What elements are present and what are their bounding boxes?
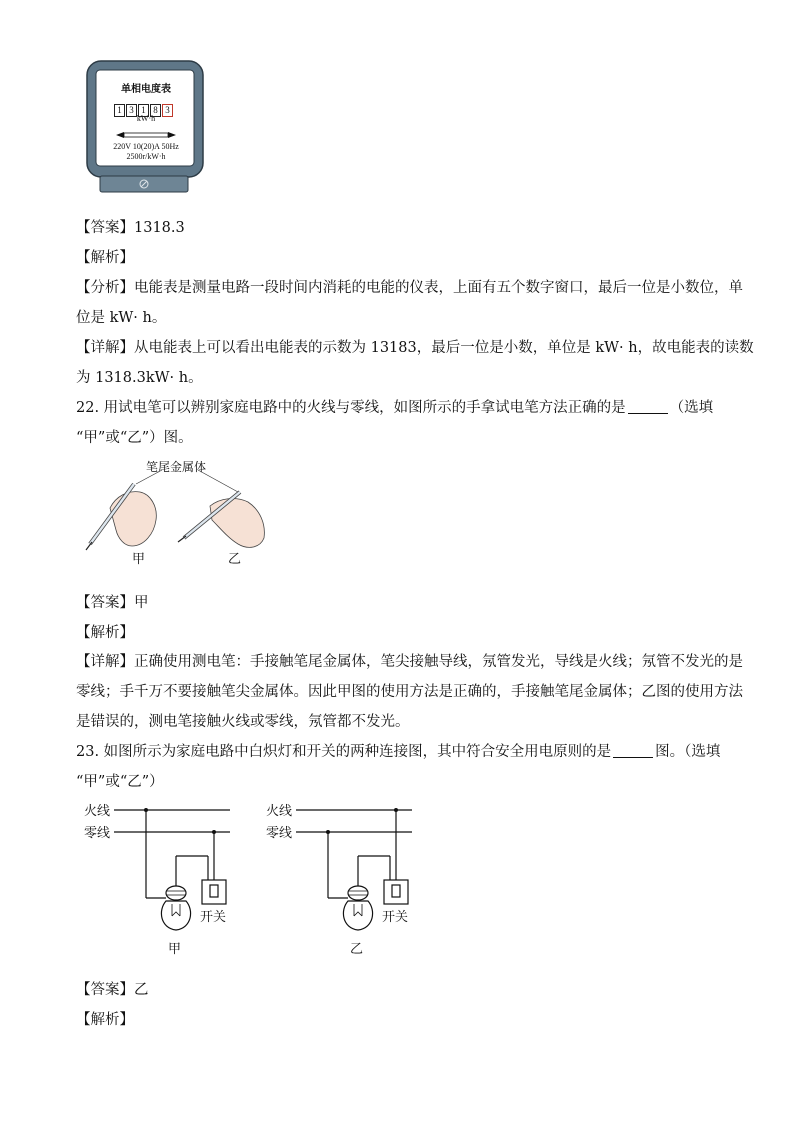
- answer-blank: [613, 743, 653, 758]
- figure-label-yi: 乙: [350, 942, 364, 957]
- q21-analysis-tag: 【解析】: [76, 250, 134, 266]
- q23-stem-text: 23. 如图所示为家庭电路中白炽灯和开关的两种连接图，其中符合安全用电原则的是: [76, 744, 612, 760]
- neutral-wire-label: 零线: [84, 826, 111, 841]
- answer-blank: [628, 399, 668, 414]
- q22-stem-line-2: “甲”或“乙”）图。: [76, 430, 193, 446]
- q23-stem-line-1: [76, 742, 720, 762]
- meter-title: 单相电度表: [121, 84, 171, 95]
- q23-stem-option: 图。（选填: [655, 744, 721, 760]
- q22-analysis-tag: 【解析】: [76, 625, 134, 641]
- q21-fenxi-line-1: [76, 278, 743, 298]
- live-wire-label: 火线: [266, 804, 293, 819]
- meter-rating: 220V 10(20)A 50Hz: [113, 142, 179, 151]
- answer-tag: 【答案】: [76, 220, 134, 236]
- q21-detail-text-1: 从电能表上可以看出电能表的示数为 13183，最后一位是小数，单位是 kW· h，故电能表的读数: [134, 340, 754, 356]
- q21-fenxi-text-1: 电能表是测量电路一段时间内消耗的电能的仪表，上面有五个数字窗口，最后一位是小数位，单: [134, 280, 743, 296]
- pen-tail-label: 笔尾金属体: [146, 460, 207, 474]
- q21-fenxi-line-2: 位是 kW· h。: [76, 310, 167, 326]
- electricity-meter-figure: [86, 60, 206, 196]
- q23-answer: 乙: [134, 982, 149, 998]
- live-wire-label: 火线: [84, 804, 111, 819]
- neutral-wire-label: 零线: [266, 826, 293, 841]
- q22-detail-line-1: [76, 652, 743, 672]
- q23-stem-line-2: “甲”或“乙”）: [76, 774, 164, 790]
- switch-label: 开关: [382, 910, 409, 925]
- q21-detail-line-1: [76, 338, 754, 358]
- circuit-figure-yi: [262, 800, 422, 960]
- figure-label-jia: 甲: [132, 552, 146, 567]
- q21-detail-line-2: 为 1318.3kW· h。: [76, 370, 203, 386]
- q21-answer-line: [76, 218, 185, 238]
- q22-detail-line-3: 是错误的，测电笔接触火线或零线，氖管都不发光。: [76, 714, 410, 730]
- detail-tag: 【详解】: [76, 340, 134, 356]
- answer-tag: 【答案】: [76, 982, 134, 998]
- q23-answer-line: [76, 980, 149, 1000]
- meter-constant: 2500r/kW·h: [126, 152, 166, 161]
- q22-answer: 甲: [134, 595, 149, 611]
- answer-tag: 【答案】: [76, 595, 134, 611]
- fenxi-tag: 【分析】: [76, 280, 134, 296]
- q22-detail-text-1: 正确使用测电笔：手接触笔尾金属体，笔尖接触导线，氖管发光，导线是火线；氖管不发光的是: [134, 654, 743, 670]
- meter-digit: 1: [114, 104, 125, 117]
- q22-detail-line-2: 零线；手千万不要接触笔尖金属体。因此甲图的使用方法是正确的，手接触笔尾金属体；乙图的使用方法: [76, 684, 743, 700]
- q22-stem-text: 22. 用试电笔可以辨别家庭电路中的火线与零线，如图所示的手拿试电笔方法正确的是: [76, 400, 626, 416]
- q22-stem-line-1: [76, 398, 713, 418]
- q23-analysis-tag: 【解析】: [76, 1012, 134, 1028]
- q22-stem-option: （选填: [669, 400, 714, 416]
- test-pen-figure: [80, 458, 280, 568]
- figure-label-yi: 乙: [228, 552, 242, 567]
- circuit-figure-jia: [80, 800, 240, 960]
- meter-digit: 8: [150, 104, 161, 117]
- meter-digit: 1: [138, 104, 149, 117]
- q21-answer: 1318.3: [134, 220, 185, 236]
- meter-decimal-digit: 3: [162, 104, 173, 117]
- figure-label-jia: 甲: [168, 942, 182, 957]
- q22-answer-line: [76, 593, 149, 613]
- meter-unit: kW·h: [136, 114, 156, 123]
- detail-tag: 【详解】: [76, 654, 134, 670]
- meter-digit: 3: [126, 104, 137, 117]
- switch-label: 开关: [200, 910, 227, 925]
